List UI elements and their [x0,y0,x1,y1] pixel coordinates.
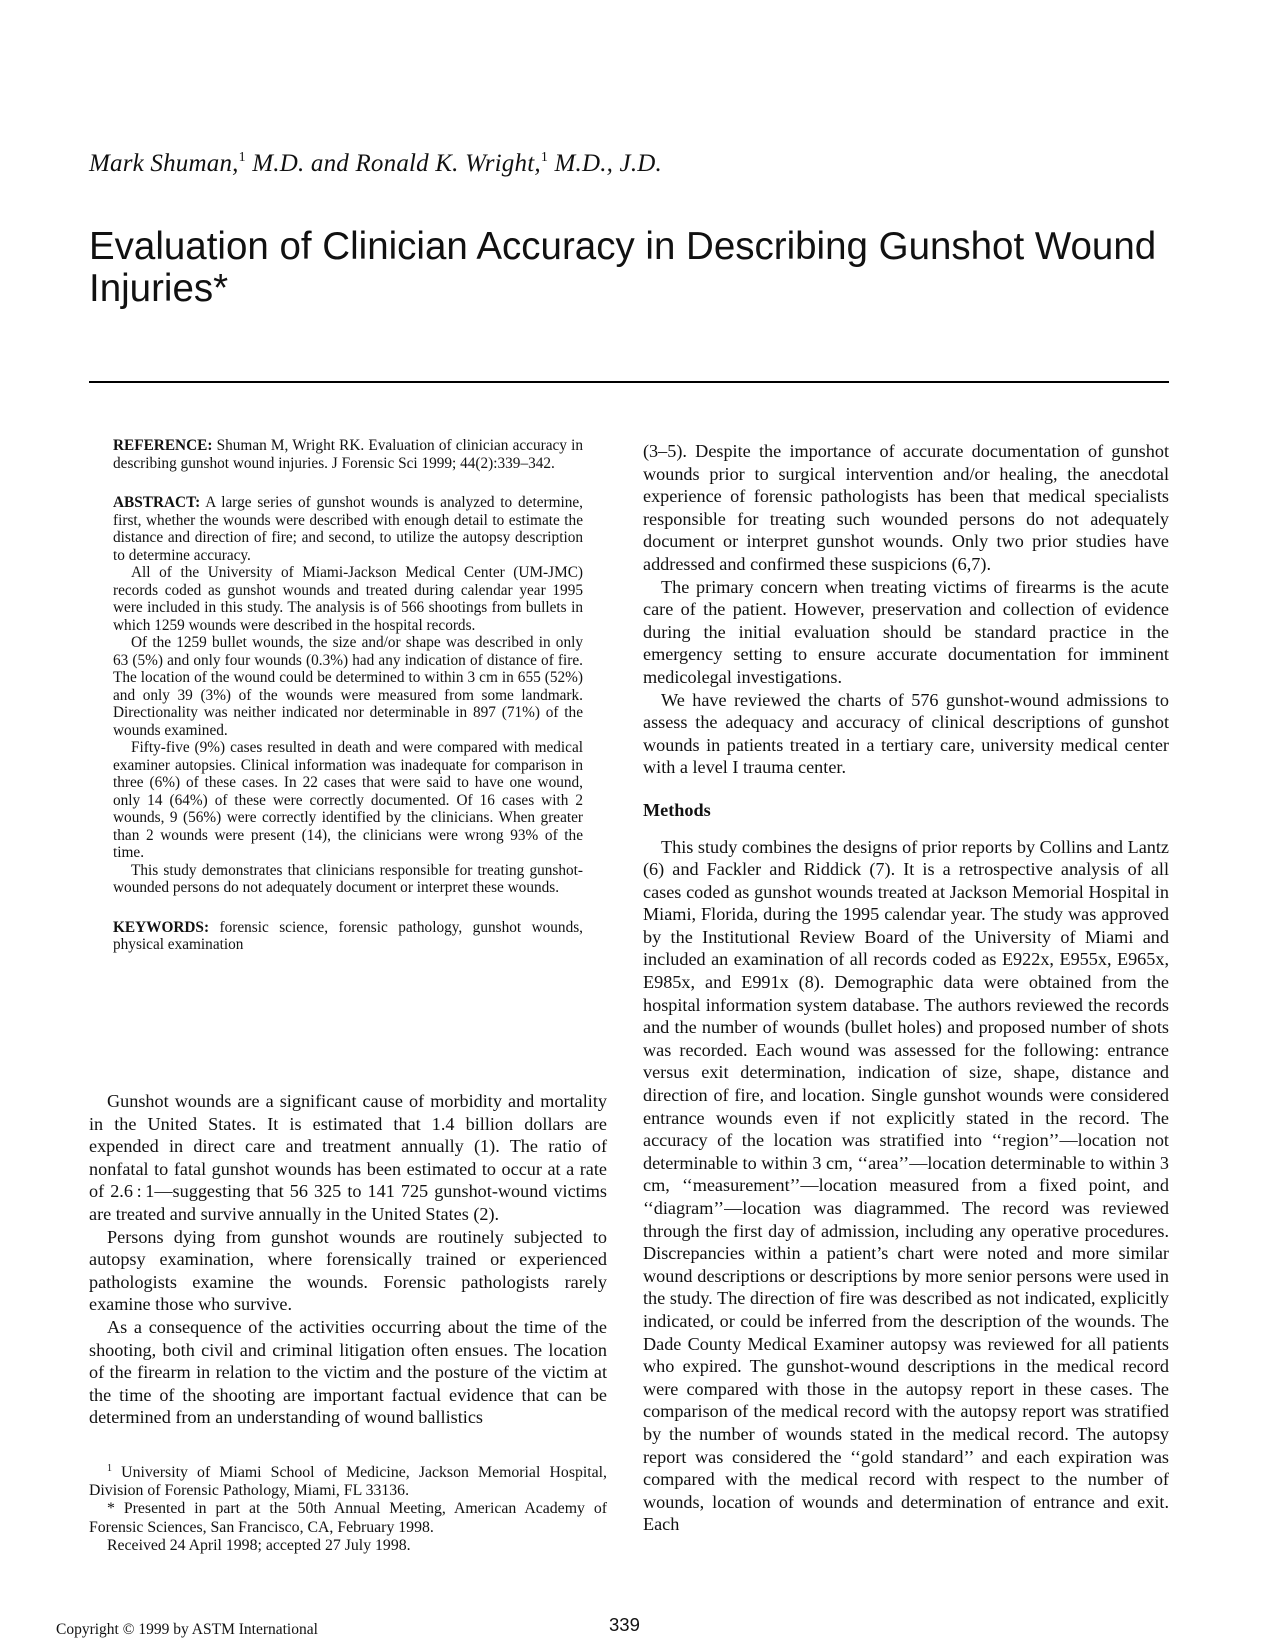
keywords-block [113,919,583,954]
footnote-affiliation [89,1460,607,1500]
footnote-mark: 1 [107,1463,112,1474]
abstract-paragraph: Of the 1259 bullet wounds, the size and/or shape was described in only 63 (5%) and only four wounds (0.3%) had any indication of distance of fire. The location of the wound could be determined to within 3 cm in 655 (52%) and only 39 (3%) of the wounds were measured from some landmark. Directionality was neither indicated nor determinable in 897 (71%) of the wounds examined. [113,634,583,739]
keywords-text: forensic science, forensic pathology, gunshot wounds, physical examination [113,918,583,953]
author-line [89,150,662,178]
body-paragraph: As a consequence of the activities occurring about the time of the shooting, both civil and criminal litigation often ensues. The location of the firearm in relation to the victim and the posture of the victim at the time of the shooting are important factual evidence that can be determined from an understanding of wound ballistics [89,1316,607,1428]
footnote-affiliation-text: University of Miami School of Medicine, Jackson Memorial Hospital, Division of Forensic Pathology, Miami, FL 33136. [89,1464,607,1500]
author-1-affiliation-mark: 1 [238,150,246,165]
abstract-text: A large series of gunshot wounds is analyzed to determine, first, whether the wounds were described with enough detail to estimate the distance and direction of fire; and second, to utilize the autopsy description to determine accuracy. [113,494,583,564]
body-paragraph: (3–5). Despite the importance of accurate documentation of gunshot wounds prior to surgical intervention and/or healing, the anecdotal experience of forensic pathologists has been that medical specialists responsible for treating such wounded persons do not adequately document or interpret gunshot wounds. Only two prior studies have addressed and confirmed these suspicions (6,7). [643,441,1169,574]
reference-paragraph [113,437,583,472]
title-divider [89,381,1169,383]
abstract-block [113,437,583,976]
author-2-affiliation-mark: 1 [540,150,549,165]
footnote-presented: * Presented in part at the 50th Annual Meeting, American Academy of Forensic Sciences, San Francisco, CA, February 1998. [89,1500,607,1536]
abstract-label: ABSTRACT: [113,494,201,511]
footnotes [89,1460,607,1555]
abstract-paragraph: This study demonstrates that clinicians responsible for treating gunshot-wounded persons do not adequately document or interpret these wounds. [113,861,583,896]
keywords-paragraph [113,919,583,954]
keywords-label: KEYWORDS: [113,918,210,936]
body-paragraph: We have reviewed the charts of 576 gunshot-wound admissions to assess the adequacy and accuracy of clinical descriptions of gunshot wounds in patients treated in a tertiary care, university medical center with a level I trauma center. [643,689,1169,778]
body-paragraph: Persons dying from gunshot wounds are routinely subjected to autopsy examination, where forensically trained or experienced pathologists examine the wounds. Forensic pathologists rarely examine those who survive. [89,1226,607,1315]
author-1-degree: M.D. and Ronald K. Wright, [245,150,541,177]
right-column-body [643,440,1169,1536]
author-1-name: Mark Shuman, [89,150,239,177]
footnote-received: Received 24 April 1998; accepted 27 July 1998. [107,1536,411,1554]
abstract-body [113,494,583,897]
abstract-paragraph: All of the University of Miami-Jackson Medical Center (UM-JMC) records coded as gunshot wounds and treated during calendar year 1995 were included in this study. The analysis is of 566 shootings from bullets in which 1259 wounds were described in the hospital records. [113,564,583,634]
page-number: 339 [609,1614,640,1635]
paper-title: Evaluation of Clinician Accuracy in Describing Gunshot Wound Injuries* [89,225,1157,310]
reference-block [113,437,583,472]
methods-paragraph: This study combines the designs of prior reports by Collins and Lantz (6) and Fackler and Riddick (7). It is a retrospective analysis of all cases coded as gunshot wounds treated at Jackson Memorial Hospital in Miami, Florida, during the 1995 calendar year. The study was approved by the Institutional Review Board of the University of Miami and included an examination of all records coded as E922x, E955x, E965x, E985x, and E991x (8). Demographic data were obtained from the hospital information system database. The authors reviewed the records and the number of wounds (bullet holes) and proposed number of shots was recorded. Each wound was assessed for the following: entrance versus exit determination, indication of size, shape, distance and direction of fire, and location. Single gunshot wounds were considered entrance wounds even if not explicitly stated in the record. The accuracy of the location was stratified into ‘‘region’’—location not determinable to within 3 cm, ‘‘area’’—location determinable to within 3 cm, ‘‘measurement’’—location measured from a fixed point, and ‘‘diagram’’—location was diagrammed. The record was reviewed through the first day of admission, including any operative procedures. Discrepancies within a patient’s chart were noted and more similar wound descriptions or descriptions by more senior persons were used in the study. The direction of fire was described as not indicated, explicitly indicated, or could be inferred from the description of the wounds. The Dade County Medical Examiner autopsy was reviewed for all patients who expired. The gunshot-wound descriptions in the medical record were compared with those in the autopsy report in these cases. The comparison of the medical record with the autopsy report was stratified by the number of wounds stated in the medical record. The autopsy report was considered the ‘‘gold standard’’ and each expiration was compared with the medical record with respect to the number of wounds, location of wounds and determination of entrance and exit. Each [643,836,1169,1535]
reference-text: Shuman M, Wright RK. Evaluation of clinician accuracy in describing gunshot wound injuries. J Forensic Sci 1999; 44(2):339–342. [113,437,583,472]
copyright-notice: Copyright © 1999 by ASTM International [56,1621,318,1638]
methods-heading: Methods [643,799,711,820]
body-paragraph: Gunshot wounds are a significant cause of morbidity and mortality in the United States. It is estimated that 1.4 billion dollars are expended in direct care and treatment annually (1). The ratio of nonfatal to fatal gunshot wounds has been estimated to occur at a rate of 2.6 : 1—suggesting that 56 325 to 141 725 gunshot-wound victims are treated and survive annually in the United States (2). [89,1091,607,1224]
left-column-body [89,1090,607,1429]
reference-label: REFERENCE: [113,437,213,454]
abstract-paragraph: Fifty-five (9%) cases resulted in death and were compared with medical examiner autopsies. Clinical information was inadequate for comparison in three (6%) of these cases. In 22 cases that were said to have one wound, only 14 (64%) of these were correctly documented. Of 16 cases with 2 wounds, 9 (56%) were correctly identified by the clinicians. When greater than 2 wounds were present (14), the clinicians were wrong 93% of the time. [113,739,583,861]
abstract-paragraph [113,494,583,564]
body-paragraph: The primary concern when treating victims of firearms is the acute care of the patient. However, preservation and collection of evidence during the initial evaluation should be standard practice in the emergency setting to ensure accurate documentation for imminent medicolegal investigations. [643,576,1169,687]
author-2-degree: M.D., J.D. [548,150,662,177]
